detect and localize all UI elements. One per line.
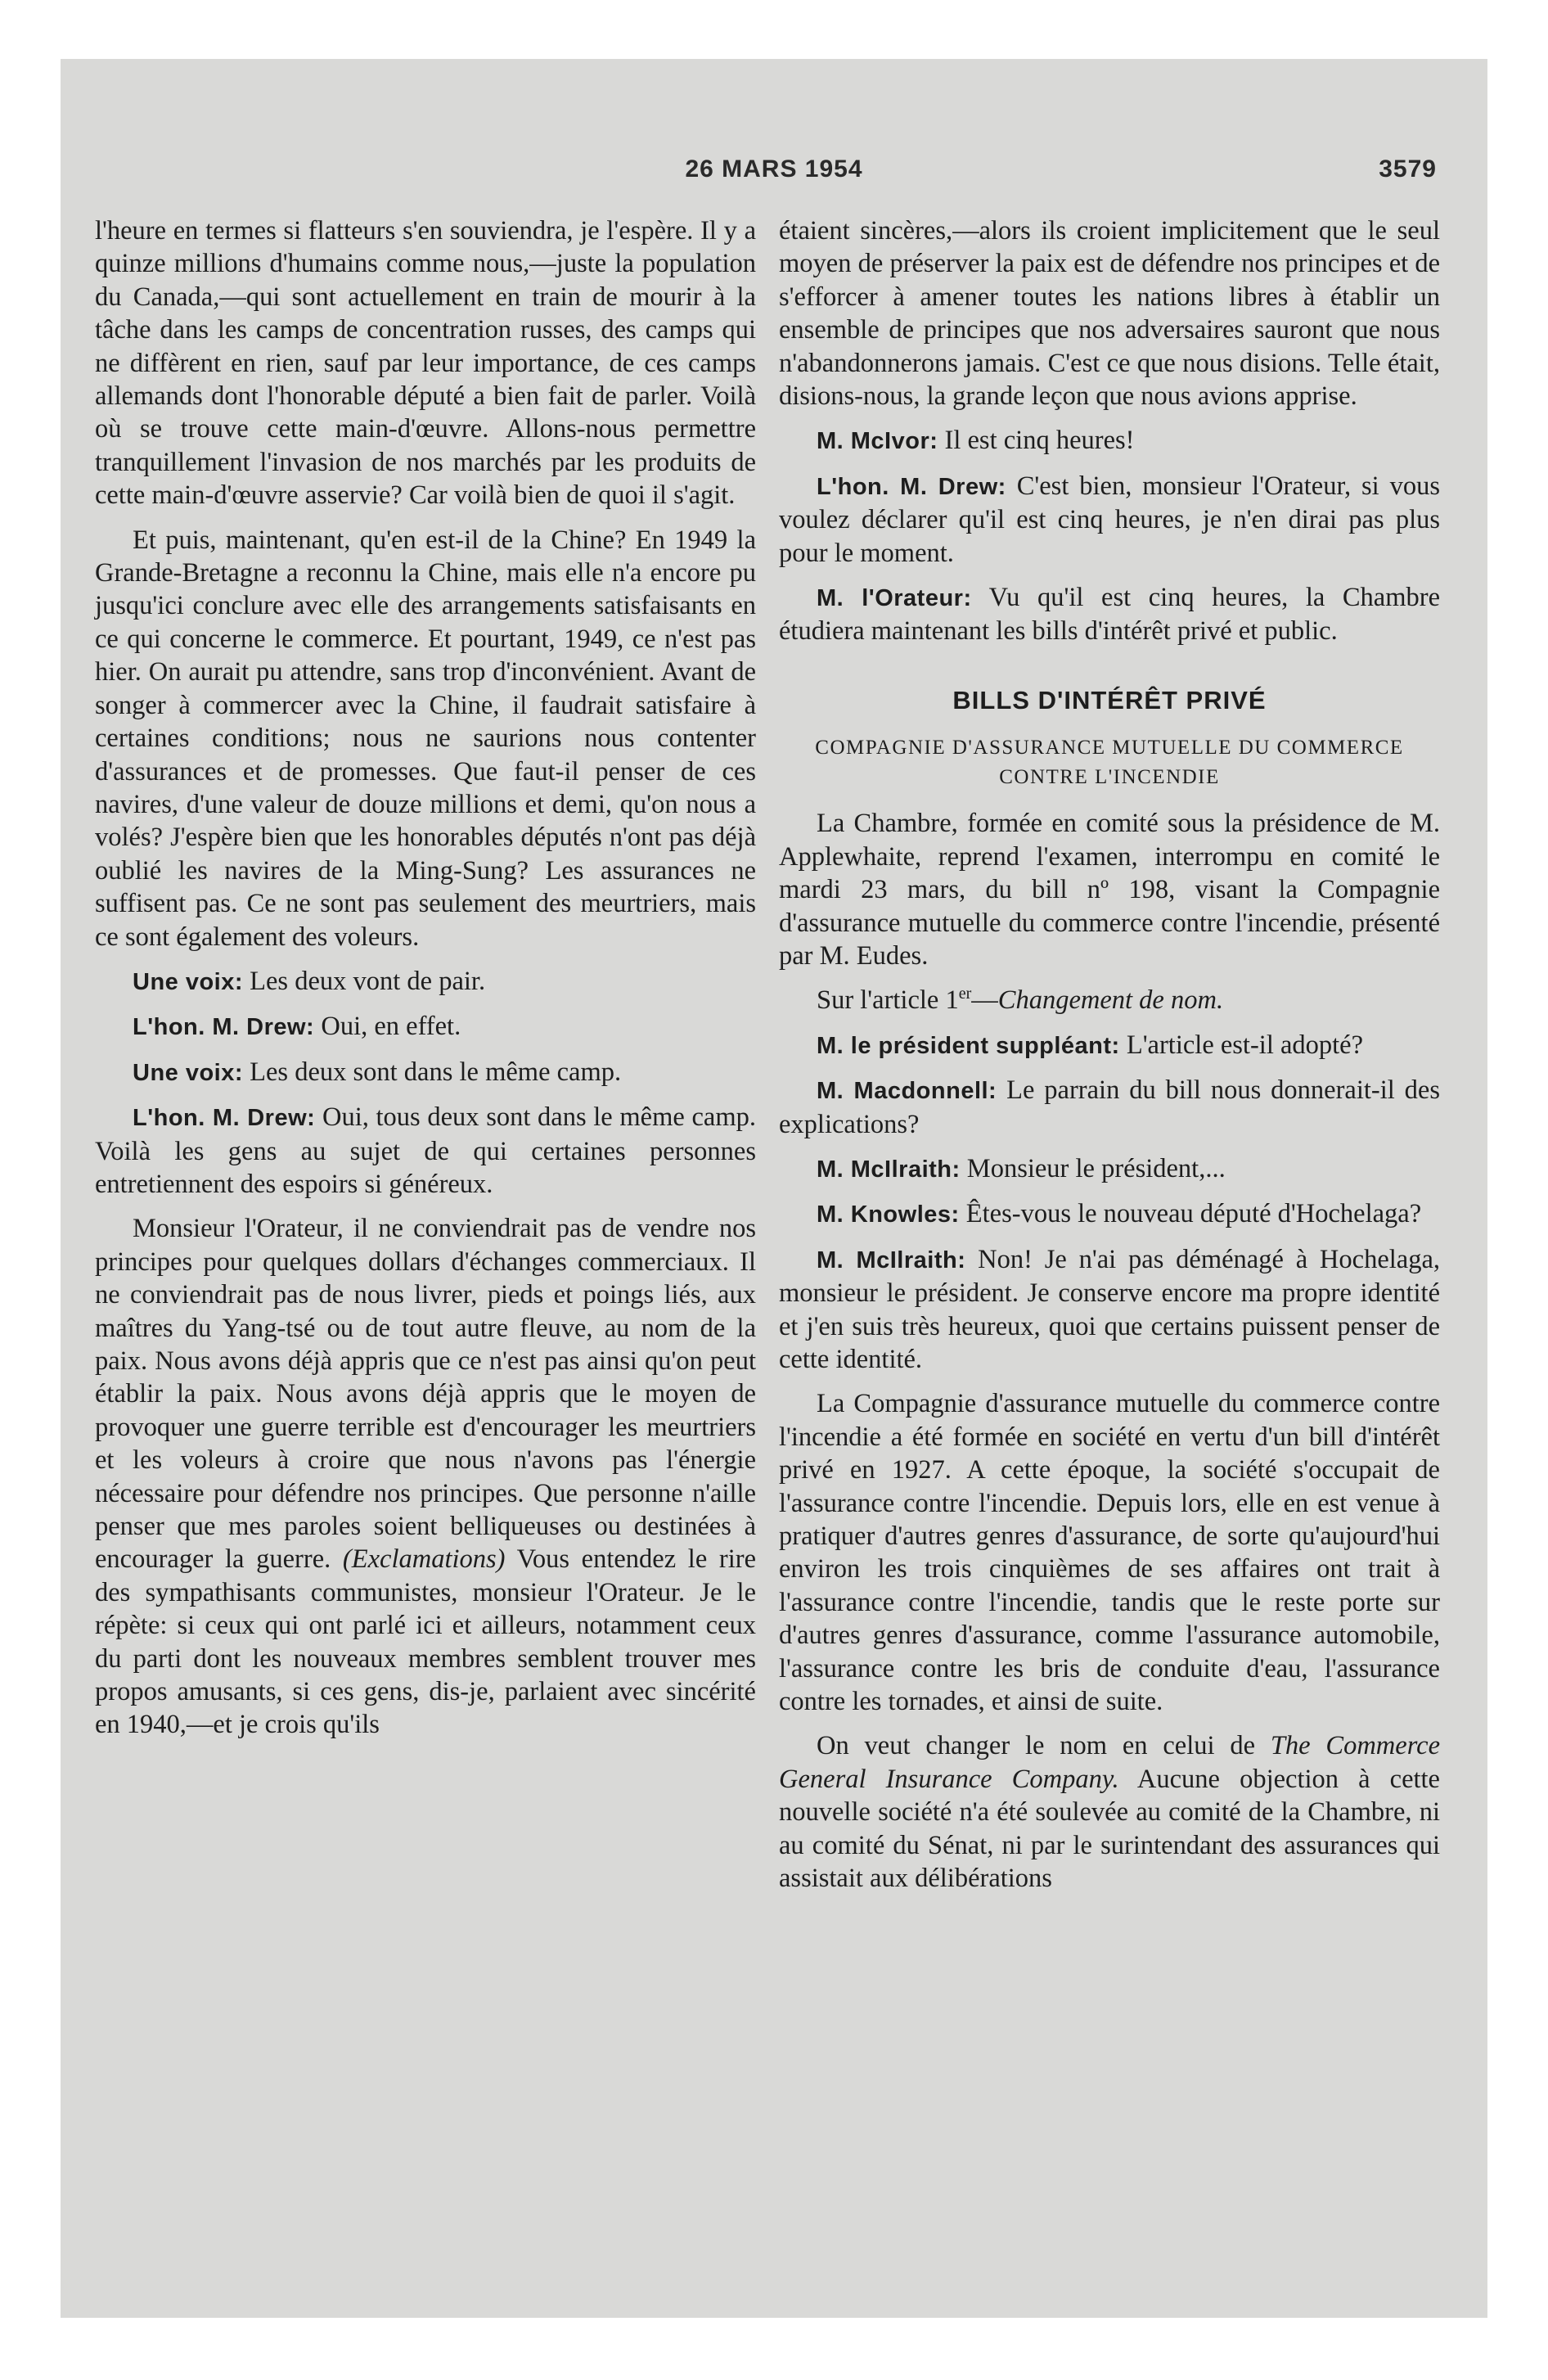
speech-entry bbox=[779, 1074, 1440, 1141]
paragraph: La Compagnie d'assurance mutuelle du commerce contre l'incendie a été formée en société en vertu d'un bill d'intérêt privé en 1927. A cette époque, la société s'occupait de l'assurance contre l'incendie. Depuis lors, elle en est venue à pratiquer d'autres genres d'assurance, de sorte qu'aujourd'hui environ les trois cinquièmes de ses affaires ont trait à l'assurance contre l'incendie, tandis que le reste porte sur d'autres genres d'assurance, comme l'assurance automobile, l'assurance contre les bris de conduite d'eau, l'assurance contre les tornades, et ainsi de suite. bbox=[779, 1389, 1440, 1717]
speech-entry bbox=[779, 470, 1440, 570]
section-subheading: COMPAGNIE D'ASSURANCE MUTUELLE DU COMMERCE CONTRE L'INCENDIE bbox=[815, 737, 1404, 789]
scanned-page bbox=[61, 59, 1487, 2318]
speech-entry bbox=[779, 1152, 1440, 1186]
speech-entry bbox=[779, 1029, 1440, 1062]
left-column bbox=[95, 214, 756, 1753]
speaker-name: M. McIlraith: bbox=[817, 1156, 961, 1183]
speech-text: C'est bien, monsieur l'Orateur, si vous voulez déclarer qu'il est cinq heures, je n'en dirai pas plus pour le moment. bbox=[779, 471, 1440, 568]
interjection: (Exclamations) bbox=[342, 1544, 506, 1575]
speech-text: Vu qu'il est cinq heures, la Chambre étudiera maintenant les bills d'intérêt privé et public. bbox=[779, 583, 1440, 647]
speaker-name: M. McIlraith: bbox=[817, 1246, 966, 1273]
speech-entry bbox=[779, 581, 1440, 648]
speech-entry bbox=[779, 424, 1440, 458]
header-date: 26 MARS 1954 bbox=[685, 156, 863, 183]
speech-text: Êtes-vous le nouveau député d'Hochelaga? bbox=[965, 1199, 1422, 1229]
speech-text: Oui, tous deux sont dans le même camp. Voilà les gens au sujet de qui certaines personnes entretiennent des espoirs si généreux. bbox=[95, 1102, 756, 1199]
speaker-name: M. Knowles: bbox=[817, 1201, 960, 1228]
paragraph: On veut changer le nom en celui de The Commerce General Insurance Company. Aucune objection à cette nouvelle société n'a été soulevée au comité de la Chambre, ni au comité du Sénat, ni par le surintendant des assurances qui assistait aux délibérations bbox=[779, 1731, 1440, 1894]
company-name: The Commerce General Insurance Company. bbox=[779, 1731, 1440, 1794]
speaker-name: L'hon. M. Drew: bbox=[817, 473, 1006, 500]
article-line: Sur l'article 1er—Changement de nom. bbox=[817, 985, 1224, 1016]
speech-text: Non! Je n'ai pas déménagé à Hochelaga, monsieur le président. Je conserve encore ma propre identité et j'en suis très heureux, quoi que certains puissent penser de cette identité. bbox=[779, 1244, 1441, 1374]
speech-entry bbox=[95, 1010, 756, 1044]
speaker-name: M. Macdonnell: bbox=[817, 1078, 997, 1105]
speech-text: Oui, en effet. bbox=[321, 1012, 461, 1042]
paragraph: l'heure en termes si flatteurs s'en souviendra, je l'espère. Il y a quinze millions d'humains comme nous,—juste la population du Canada,—qui sont actuellement en train de mourir à la tâche dans les camps de concentration russes, des camps qui ne diffèrent en rien, sauf par leur importance, de ces camps allemands dont l'honorable député a bien fait de parler. Voilà où se trouve cette main-d'œuvre. Allons-nous permettre tranquillement l'invasion de nos marchés par les produits de cette main-d'œuvre asservie? Car voilà bien de quoi il s'agit. bbox=[95, 216, 756, 511]
speech-text: Il est cinq heures! bbox=[944, 426, 1135, 456]
page-number: 3579 bbox=[1379, 156, 1437, 183]
page-header bbox=[61, 156, 1487, 196]
speaker-name: L'hon. M. Drew: bbox=[133, 1014, 315, 1041]
speech-entry bbox=[779, 1243, 1440, 1377]
speaker-name: L'hon. M. Drew: bbox=[133, 1105, 316, 1132]
article-title: Changement de nom. bbox=[997, 985, 1224, 1016]
speaker-name: M. le président suppléant: bbox=[817, 1032, 1120, 1059]
section-heading: BILLS D'INTÉRÊT PRIVÉ bbox=[952, 685, 1267, 714]
speaker-name: Une voix: bbox=[133, 968, 244, 995]
paragraph: Monsieur l'Orateur, il ne conviendrait pas de vendre nos principes pour quelques dollars d'échanges commerciaux. Il ne conviendrait pas de nous livrer, pieds et poings liés, aux maîtres du Yang-tsé ou de tout autre fleuve, au nom de la paix. Nous avons déjà appris que ce n'est pas ainsi qu'on peut établir la paix. Nous avons déjà appris que le moyen de provoquer une guerre terrible est d'encourager les meurtriers et les voleurs à croire que nous n'avons pas l'énergie nécessaire pour défendre nos principes. Que personne n'aille penser que mes paroles soient belliqueuses ou destinées à encourager la guerre. (Exclamations) Vous entendez le rire des sympathisants communistes, monsieur l'Orateur. Je le répète: si ceux qui ont parlé ici et ailleurs, notamment ceux du parti dont les nouveaux membres semblent trouver mes propos amusants, si ces gens, dis-je, parlaient avec sincérité en 1940,—et je crois qu'ils bbox=[95, 1214, 757, 1740]
speaker-name: M. l'Orateur: bbox=[817, 585, 972, 612]
speech-entry bbox=[779, 1197, 1440, 1231]
paragraph: La Chambre, formée en comité sous la présidence de M. Applewhaite, reprend l'examen, interrompu en comité le mardi 23 mars, du bill nº 198, visant la Compagnie d'assurance mutuelle du commerce contre l'incendie, présenté par M. Eudes. bbox=[779, 809, 1440, 971]
paragraph: Et puis, maintenant, qu'en est-il de la Chine? En 1949 la Grande-Bretagne a reconnu la Chine, mais elle n'a encore pu jusqu'ici conclure avec elle des arrangements satisfaisants en ce qui concerne le commerce. Et pourtant, 1949, ce n'est pas hier. On aurait pu attendre, sans trop d'inconvénient. Avant de songer à commercer avec la Chine, il faudrait satisfaire à certaines conditions; nous ne saurions nous contenter d'assurances et de promesses. Que faut-il penser de ces navires, d'une valeur de douze millions et demi, qu'on nous a volés? J'espère bien que les honorables députés n'ont pas déjà oublié les navires de la Ming-Sung? Les assurances ne suffisent pas. Ce ne sont pas seulement des meurtriers, mais ce sont également des voleurs. bbox=[95, 525, 756, 952]
speech-text: Les deux vont de pair. bbox=[250, 966, 486, 996]
speech-text: Le parrain du bill nous donnerait-il des explications? bbox=[779, 1075, 1440, 1139]
speech-entry bbox=[95, 1101, 756, 1201]
speech-text: Monsieur le président,... bbox=[966, 1153, 1226, 1183]
speaker-name: Une voix: bbox=[133, 1059, 244, 1086]
right-column bbox=[779, 214, 1440, 1906]
paragraph: étaient sincères,—alors ils croient implicitement que le seul moyen de préserver la paix est de défendre nos principes et de s'efforcer à amener toutes les nations libres à établir un ensemble de principes que nos adversaires sauront que nous n'abandonnerons jamais. C'est ce que nous disions. Telle était, disions-nous, la grande leçon que nous avions apprise. bbox=[779, 216, 1440, 412]
speech-entry bbox=[95, 1056, 756, 1089]
speech-text: Les deux sont dans le même camp. bbox=[250, 1057, 622, 1087]
speech-text: L'article est-il adopté? bbox=[1126, 1030, 1364, 1060]
speaker-name: M. McIvor: bbox=[817, 428, 938, 455]
speech-entry bbox=[95, 965, 756, 998]
